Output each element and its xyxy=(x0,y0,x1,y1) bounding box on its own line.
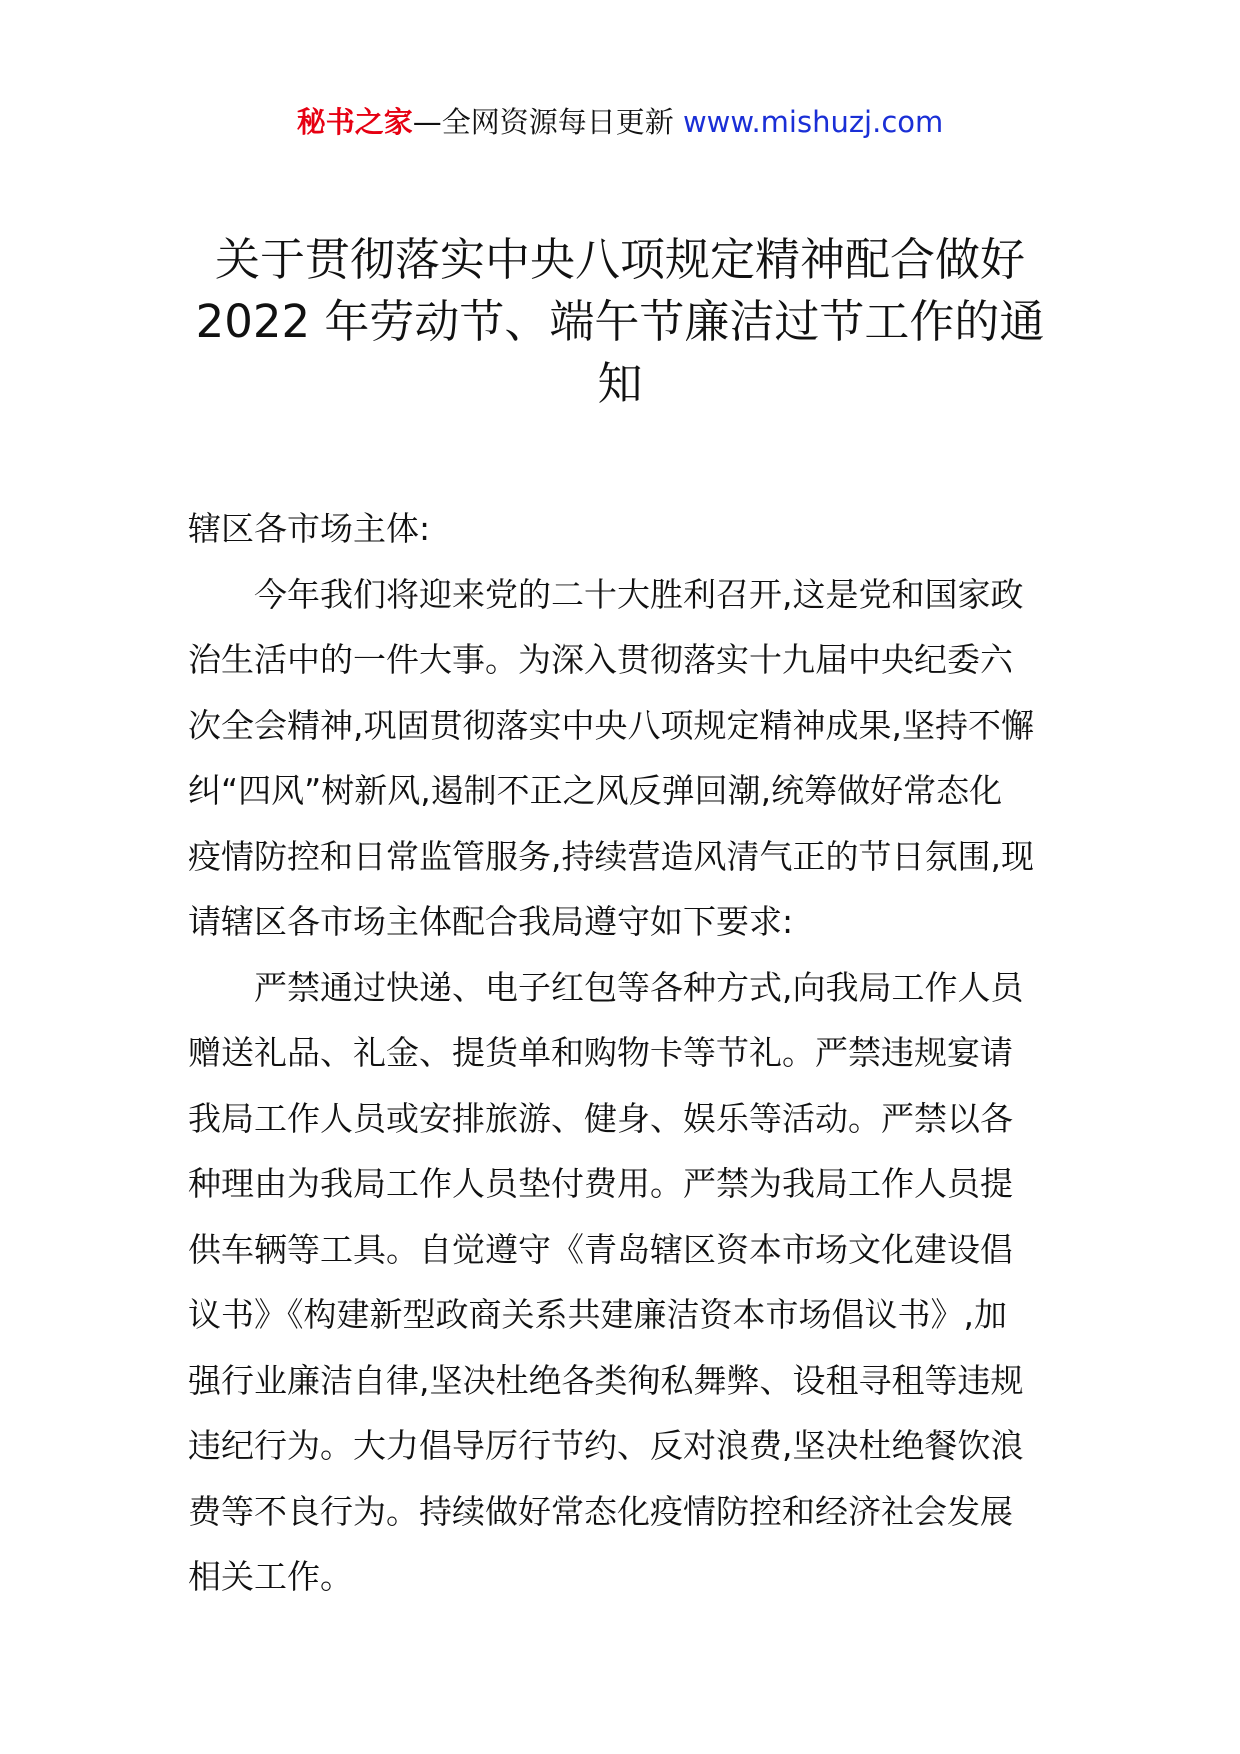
body-line: 治生活中的一件大事。为深入贯彻落实十九届中央纪委六 xyxy=(188,640,1013,679)
title-line: 知 xyxy=(597,357,643,410)
site-header xyxy=(0,102,1240,142)
body-line: 今年我们将迎来党的二十大胜利召开,这是党和国家政 xyxy=(188,574,1024,614)
site-url-link[interactable]: www.mishuzj.com xyxy=(682,105,944,139)
body-line: 疫情防控和日常监管服务,持续营造风清气正的节日氛围,现 xyxy=(188,836,1034,876)
title-line: 关于贯彻落实中央八项规定精神配合做好 xyxy=(214,233,1025,286)
body-line: 议书》《构建新型政商关系共建廉洁资本市场倡议书》,加 xyxy=(188,1295,1007,1334)
body-line: 强行业廉洁自律,坚决杜绝各类徇私舞弊、设租寻租等违规 xyxy=(188,1360,1024,1400)
brand-name: 秘书之家 xyxy=(296,105,413,139)
body-line: 赠送礼品、礼金、提货单和购物卡等节礼。严禁违规宴请 xyxy=(188,1033,1013,1072)
salutation: 辖区各市场主体: xyxy=(188,509,431,548)
body-line: 请辖区各市场主体配合我局遵守如下要求: xyxy=(188,902,794,941)
body-line: 种理由为我局工作人员垫付费用。严禁为我局工作人员提 xyxy=(188,1164,1013,1203)
header-tagline: —全网资源每日更新 xyxy=(412,105,674,139)
body-line: 纠“四风”树新风,遏制不正之风反弹回潮,统筹做好常态化 xyxy=(188,771,1003,810)
title-line: 2022 年劳动节、端午节廉洁过节工作的通 xyxy=(195,295,1045,348)
body-line: 严禁通过快递、电子红包等各种方式,向我局工作人员 xyxy=(188,967,1024,1007)
body-line: 我局工作人员或安排旅游、健身、娱乐等活动。严禁以各 xyxy=(188,1098,1013,1138)
body-line: 费等不良行为。持续做好常态化疫情防控和经济社会发展 xyxy=(188,1491,1013,1531)
document-title xyxy=(180,229,1060,415)
body-line: 次全会精神,巩固贯彻落实中央八项规定精神成果,坚持不懈 xyxy=(188,705,1034,745)
body-line: 违纪行为。大力倡导厉行节约、反对浪费,坚决杜绝餐饮浪 xyxy=(188,1426,1024,1465)
body-line: 相关工作。 xyxy=(188,1557,353,1596)
document-body xyxy=(188,496,1048,1610)
body-line: 供车辆等工具。自觉遵守《青岛辖区资本市场文化建设倡 xyxy=(188,1229,1013,1269)
